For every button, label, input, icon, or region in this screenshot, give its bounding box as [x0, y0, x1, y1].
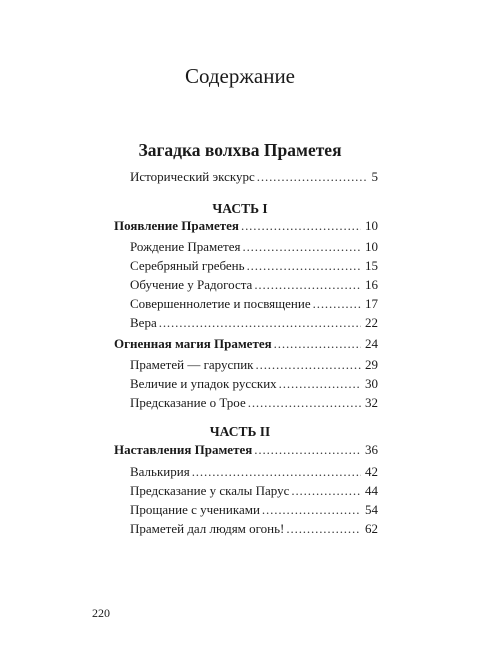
entry-label: Совершеннолетие и посвящение	[130, 296, 311, 311]
dot-leader	[241, 217, 361, 235]
entry-label: Появление Праметея	[114, 218, 239, 233]
toc-entry	[130, 257, 378, 275]
toc-chapter-2	[114, 335, 378, 353]
entry-page: 22	[365, 315, 378, 330]
toc-entry	[130, 276, 378, 294]
entry-label: Величие и упадок русских	[130, 376, 277, 391]
toc-entry	[130, 394, 378, 412]
toc-entry	[130, 501, 378, 519]
entry-page: 44	[365, 483, 378, 498]
entry-label: Исторический экскурс	[130, 169, 255, 184]
entry-label: Предсказание у скалы Парус	[130, 483, 290, 498]
toc-entry	[130, 356, 378, 374]
entry-label: Прощание с учениками	[130, 502, 260, 517]
dot-leader	[247, 257, 361, 275]
entry-label: Валькирия	[130, 464, 190, 479]
toc-entry	[130, 238, 378, 256]
entry-page: 29	[365, 357, 378, 372]
toc-chapter-1	[114, 217, 378, 235]
toc-entry-intro	[130, 168, 378, 186]
entry-page: 54	[365, 502, 378, 517]
page-number: 220	[92, 606, 110, 620]
dot-leader	[254, 441, 361, 459]
dot-leader	[242, 238, 361, 256]
entry-label: Огненная магия Праметея	[114, 336, 272, 351]
entry-label: Праметей дал людям огонь!	[130, 521, 285, 536]
dot-leader	[313, 295, 361, 313]
dot-leader	[257, 168, 368, 186]
entry-page: 32	[365, 395, 378, 410]
dot-leader	[274, 335, 361, 353]
entry-label: Праметей — гаруспик	[130, 357, 254, 372]
part-1-heading: ЧАСТЬ I	[212, 201, 268, 216]
entry-page: 62	[365, 521, 378, 536]
entry-label: Наставления Праметея	[114, 442, 253, 457]
entry-page: 24	[365, 336, 378, 351]
dot-leader	[279, 375, 361, 393]
book-title: Загадка волхва Праметея	[138, 140, 342, 160]
toc-entry	[130, 375, 378, 393]
entry-label: Обучение у Радогоста	[130, 277, 253, 292]
entry-page: 5	[371, 169, 378, 184]
toc-chapter-3	[114, 441, 378, 459]
entry-page: 30	[365, 376, 378, 391]
entry-label: Рождение Праметея	[130, 239, 241, 254]
dot-leader	[254, 276, 361, 294]
toc-entry	[130, 463, 378, 481]
entry-page: 17	[365, 296, 378, 311]
entry-label: Серебряный гребень	[130, 258, 245, 273]
entry-label: Вера	[130, 315, 157, 330]
entry-label: Предсказание о Трое	[130, 395, 246, 410]
dot-leader	[256, 356, 362, 374]
dot-leader	[248, 394, 361, 412]
dot-leader	[262, 501, 361, 519]
dot-leader	[291, 482, 361, 500]
entry-page: 15	[365, 258, 378, 273]
toc-entry	[130, 295, 378, 313]
part-2-heading: ЧАСТЬ II	[209, 424, 271, 439]
toc-entry	[130, 520, 378, 538]
dot-leader	[286, 520, 361, 538]
entry-page: 16	[365, 277, 378, 292]
entry-page: 42	[365, 464, 378, 479]
toc-entry	[130, 314, 378, 332]
toc-heading: Содержание	[184, 64, 296, 88]
dot-leader	[159, 314, 361, 332]
toc-entry	[130, 482, 378, 500]
entry-page: 10	[365, 218, 378, 233]
dot-leader	[192, 463, 361, 481]
entry-page: 36	[365, 442, 378, 457]
entry-page: 10	[365, 239, 378, 254]
